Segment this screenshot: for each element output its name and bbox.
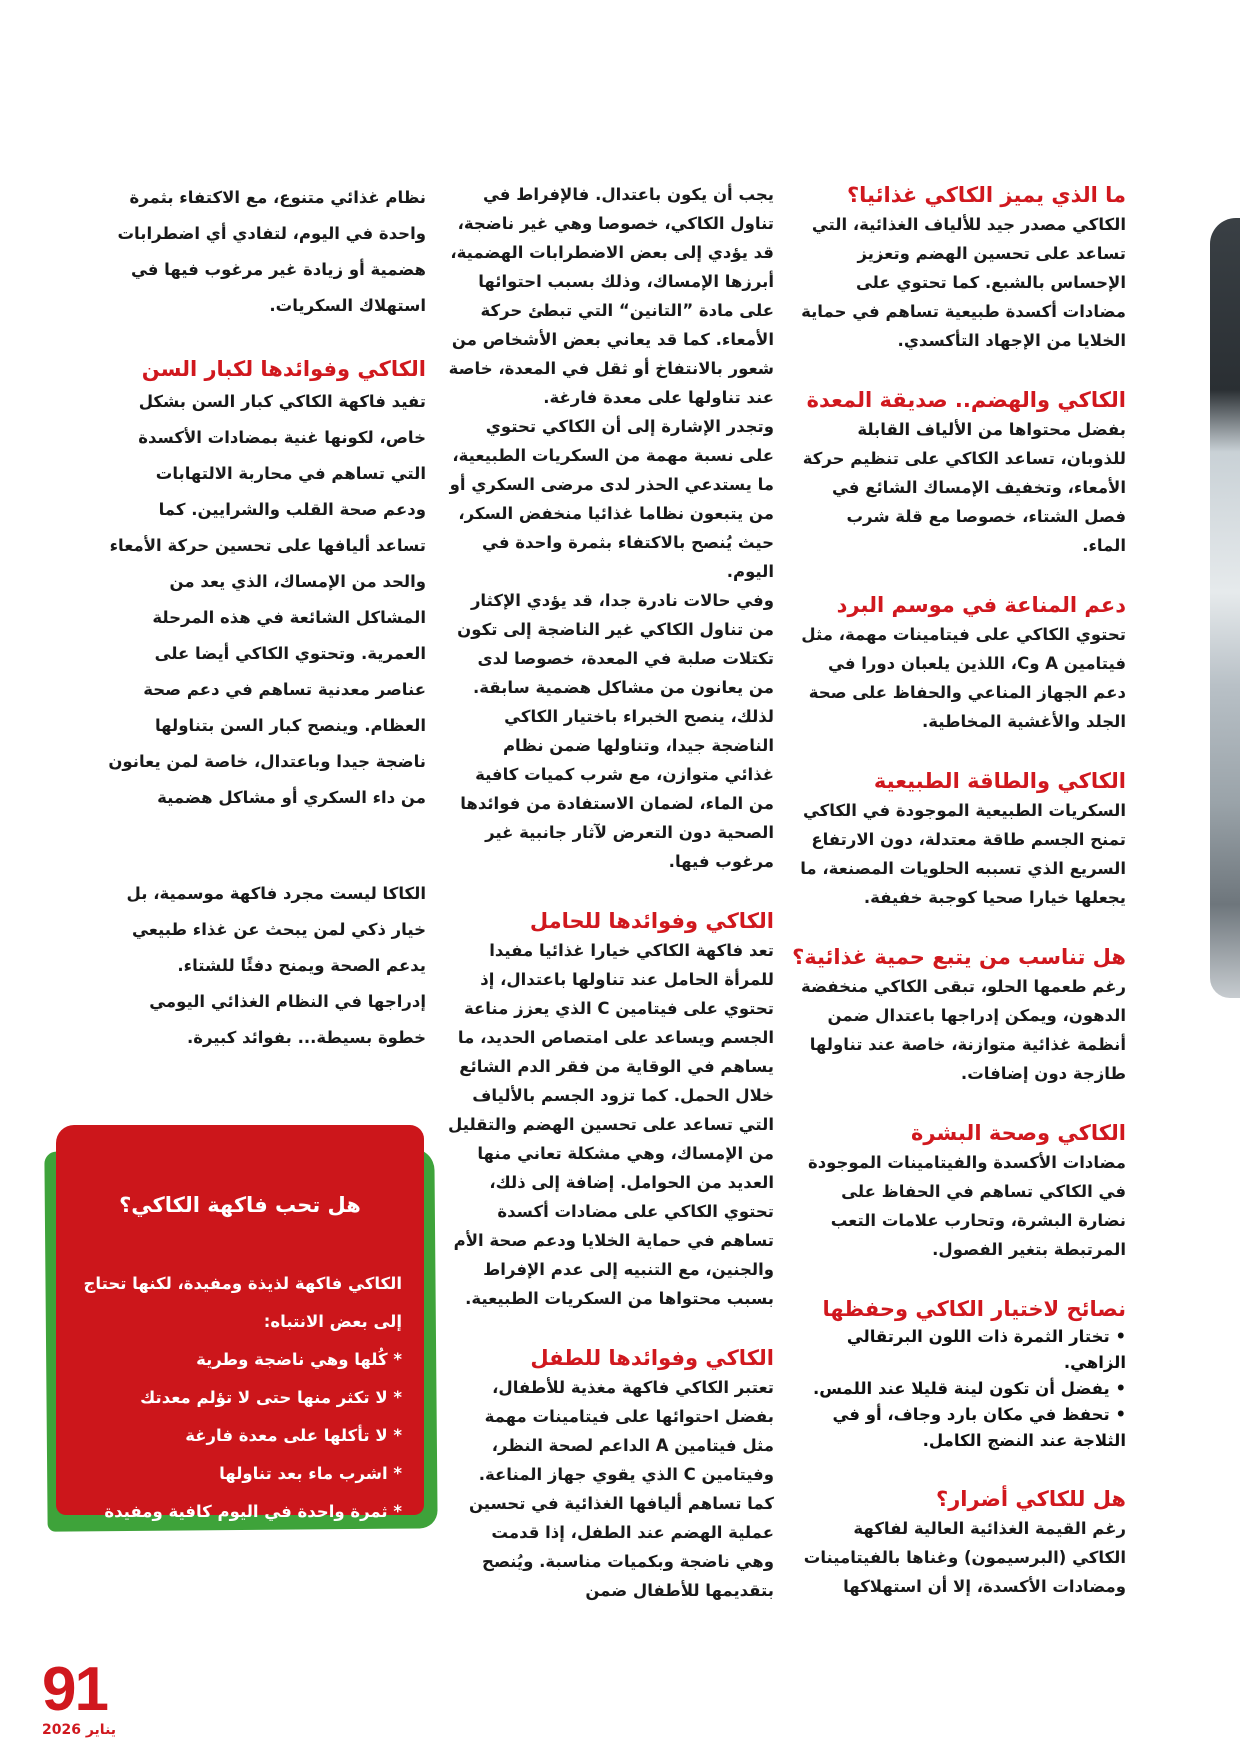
section-heading: نصائح لاختيار الكاكي وحفظها [822, 1297, 1126, 1321]
conclusion-paragraph: الكاكا ليست مجرد فاكهة موسمية، بل خيار ذكي لمن يبحث عن غذاء طبيعي يدعم الصحة ويمنح دفئًا للشتاء. [126, 884, 426, 975]
section-body: تعتبر الكاكي فاكهة مغذية للأطفال، بفضل احتوائها على فيتامينات مهمة مثل فيتامين A الداعم لصحة النظر، وفيتامين C الذي يقوي جهاز المناعة. كما تساهم أليافها الغذائية في تحسين عملية الهضم عند الطفل، إذا قدمت وهي ناضجة وبكميات مناسبة. ويُنصح بتقديمها للأطفال ضمن [468, 1378, 774, 1600]
list-item: * ثمرة واحدة في اليوم كافية ومفيدة [78, 1493, 402, 1531]
section-energy [800, 766, 1126, 912]
section-body: مضادات الأكسدة والفيتامينات الموجودة في الكاكي تساهم في الحفاظ على نضارة البشرة، وتحارب علامات التعب المرتبطة بتغير الفصول. [807, 1153, 1126, 1259]
paragraph: وتجدر الإشارة إلى أن الكاكي تحتوي على نسبة مهمة من السكريات الطبيعية، ما يستدعي الحذر لدى مرضى السكري أو من يتبعون نظاما غذائيا منخفض السكر، حيث يُنصح بالاكتفاء بثمرة واحدة في اليوم. [449, 417, 774, 581]
middle-column [448, 180, 774, 1635]
page-number: 91 [42, 1655, 107, 1724]
issue-date: يناير 2026 [42, 1722, 117, 1738]
section-heading: الكاكي وفوائدها للطفل [530, 1346, 774, 1370]
section-heading: هل للكاكي أضرار؟ [936, 1487, 1126, 1511]
list-item: • يفضل أن تكون لينة قليلا عند اللمس. [800, 1376, 1126, 1402]
callout-intro: الكاكي فاكهة لذيذة ومفيدة، لكنها تحتاج إلى بعض الانتباه: [83, 1274, 402, 1331]
section-diet [792, 942, 1126, 1088]
section-digestion [800, 385, 1126, 560]
paragraph: نظام غذائي متنوع، مع الاكتفاء بثمرة واحدة في اليوم، لتفادي أي اضطرابات هضمية أو زيادة غير مرغوب فيها في استهلاك السكريات. [117, 188, 426, 315]
callout-list [78, 1341, 402, 1531]
section-body: تفيد فاكهة الكاكي كبار السن بشكل خاص، لكونها غنية بمضادات الأكسدة التي تساهم في محاربة الالتهابات ودعم صحة القلب والشرايين. كما تساعد أليافها على تحسين حركة الأمعاء والحد من الإمساك، الذي يعد من المشاكل الشائعة في هذه المرحلة العمرية. وتحتوي الكاكي أيضا على عناصر معدنية تساهم في دعم صحة العظام. وينصح كبار السن بتناولها ناضجة جيدا وباعتدال، خاصة لمن يعانون من داء السكري أو مشاكل هضمية [108, 392, 426, 807]
section-skin [800, 1118, 1126, 1264]
section-heading: ما الذي يميز الكاكي غذائيا؟ [846, 183, 1126, 207]
list-item: * اشرب ماء بعد تناولها [78, 1455, 402, 1493]
right-column [792, 180, 1126, 1631]
section-heading: الكاكي والهضم.. صديقة المعدة [806, 388, 1126, 412]
tips-list [800, 1324, 1126, 1454]
page-folio [42, 1655, 117, 1738]
section-body: رغم القيمة الغذائية العالية لفاكهة الكاكي (البرسيمون) وغناها بالفيتامينات ومضادات الأكسدة، إلا أن استهلاكها [803, 1519, 1126, 1596]
paragraph: يجب أن يكون باعتدال. فالإفراط في تناول الكاكي، خصوصا وهي غير ناضجة، قد يؤدي إلى بعض الاضطرابات الهضمية، أبرزها الإمساك، وذلك بسبب احتوائها على مادة ”التانين“ التي تبطئ حركة الأمعاء. كما قد يعاني بعض الأشخاص من شعور بالانتفاخ أو ثقل في المعدة، خاصة عند تناولها على معدة فارغة. [448, 185, 774, 407]
section-heading: الكاكي وفوائدها لكبار السن [141, 357, 426, 381]
list-item: • تختار الثمرة ذات اللون البرتقالي الزاهي. [800, 1324, 1126, 1376]
section-heading: الكاكي وفوائدها للحامل [529, 909, 774, 933]
kaki-photo-edge [1210, 218, 1240, 998]
list-item: * كُلها وهي ناضجة وطرية [78, 1341, 402, 1379]
section-immunity [800, 590, 1126, 736]
conclusion-paragraph: إدراجها في النظام الغذائي اليومي خطوة بسيطة... بفوائد كبيرة. [149, 992, 426, 1047]
section-child [448, 1343, 774, 1605]
list-item: * لا تأكلها على معدة فارغة [78, 1417, 402, 1455]
paragraph: وفي حالات نادرة جدا، قد يؤدي الإكثار من تناول الكاكي غير الناضجة إلى تكون تكتلات صلبة في المعدة، خصوصا لدى من يعانون من مشاكل هضمية سابقة. [457, 591, 774, 697]
section-harm [800, 1484, 1126, 1601]
section-elderly [108, 354, 426, 816]
section-tips [800, 1294, 1126, 1454]
section-body: الكاكي مصدر جيد للألياف الغذائية، التي تساعد على تحسين الهضم وتعزيز الإحساس بالشبع. كما تحتوي على مضادات أكسدة طبيعية تساهم في حماية الخلايا من الإجهاد التأكسدي. [801, 215, 1126, 350]
list-item: * لا تكثر منها حتى لا تؤلم معدتك [78, 1379, 402, 1417]
section-body: رغم طعمها الحلو، تبقى الكاكي منخفضة الدهون، ويمكن إدراجها باعتدال ضمن أنظمة غذائية متوازنة، خاصة عند تناولها طازجة دون إضافات. [801, 977, 1126, 1083]
section-heading: الكاكي والطاقة الطبيعية [873, 769, 1126, 793]
section-body: السكريات الطبيعية الموجودة في الكاكي تمنح الجسم طاقة معتدلة، دون الارتفاع السريع الذي تسببه الحلويات المصنعة، ما يجعلها خيارا صحيا كوجبة خفيفة. [800, 801, 1126, 907]
section-heading: هل تناسب من يتبع حمية غذائية؟ [792, 945, 1126, 969]
section-pregnant [448, 906, 774, 1313]
section-nutrition [800, 180, 1126, 355]
section-heading: الكاكي وصحة البشرة [911, 1121, 1126, 1145]
list-item: • تحفظ في مكان بارد وجاف، أو في الثلاجة عند النضج الكامل. [800, 1402, 1126, 1454]
callout-box [56, 1125, 424, 1521]
paragraph: لذلك، ينصح الخبراء باختيار الكاكي الناضجة جيدا، وتناولها ضمن نظام غذائي متوازن، مع شرب كميات كافية من الماء، لضمان الاستفادة من فوائدها الصحية دون التعرض لآثار جانبية غير مرغوب فيها. [460, 707, 774, 871]
left-column [108, 180, 426, 1056]
section-body: بفضل محتواها من الألياف القابلة للذوبان، تساعد الكاكي على تنظيم حركة الأمعاء، وتخفيف الإمساك الشائع في فصل الشتاء، خصوصا مع قلة شرب الماء. [802, 420, 1126, 555]
section-body: تعد فاكهة الكاكي خيارا غذائيا مفيدا للمرأة الحامل عند تناولها باعتدال، إذ تحتوي على فيتامين C الذي يعزز مناعة الجسم ويساعد على امتصاص الحديد، ما يساهم في الوقاية من فقر الدم الشائع خلال الحمل. كما تزود الجسم بالألياف التي تساعد على تحسين الهضم والتقليل من الإمساك، وهي مشكلة تعاني منها العديد من الحوامل. إضافة إلى ذلك، تحتوي الكاكي على مضادات أكسدة تساهم في حماية الخلايا ودعم صحة الأم والجنين، مع التنبيه إلى عدم الإفراط بسبب محتواها من السكريات الطبيعية. [447, 941, 774, 1308]
section-body: تحتوي الكاكي على فيتامينات مهمة، مثل فيتامين A وC، اللذين يلعبان دورا في دعم الجهاز المناعي والحفاظ على صحة الجلد والأغشية المخاطية. [801, 625, 1126, 731]
section-heading: دعم المناعة في موسم البرد [836, 593, 1126, 617]
callout-title: هل تحب فاكهة الكاكي؟ [119, 1193, 361, 1217]
